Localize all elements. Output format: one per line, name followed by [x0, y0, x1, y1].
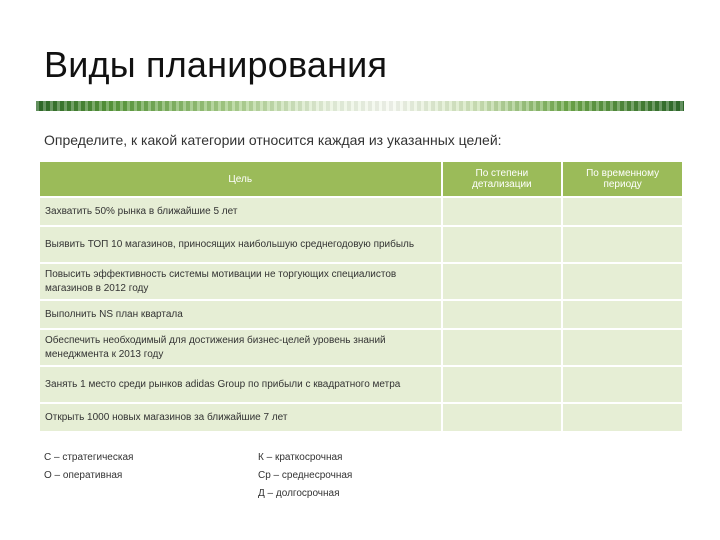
detail-answer-cell[interactable] — [443, 264, 562, 299]
table-row — [40, 227, 682, 262]
goal-cell: Обеспечить необходимый для достижения бизнес-целей уровень знаний менеджмента к 2013 году — [40, 330, 441, 365]
goal-cell: Выявить ТОП 10 магазинов, приносящих наибольшую среднегодовую прибыль — [40, 227, 441, 262]
legend-detail-level — [44, 449, 133, 485]
detail-answer-cell[interactable] — [443, 330, 562, 365]
period-answer-cell[interactable] — [563, 367, 682, 402]
period-answer-cell[interactable] — [563, 227, 682, 262]
header-time-period: По временному периоду — [563, 162, 682, 196]
period-answer-cell[interactable] — [563, 330, 682, 365]
header-goal: Цель — [40, 162, 441, 196]
legend-item-long-term: Д – долгосрочная — [258, 488, 340, 499]
table-row — [40, 367, 682, 402]
task-prompt: Определите, к какой категории относится каждая из указанных целей: — [44, 132, 502, 148]
table-header-row — [40, 162, 682, 196]
legend-item-mid-term: Ср – среднесрочная — [258, 470, 353, 481]
detail-answer-cell[interactable] — [443, 198, 562, 225]
legend-item-short-term: К – краткосрочная — [258, 452, 343, 463]
period-answer-cell[interactable] — [563, 198, 682, 225]
table-row — [40, 404, 682, 431]
decorative-banner — [36, 101, 684, 111]
legend-item-strategic: С – стратегическая — [44, 452, 134, 463]
detail-answer-cell[interactable] — [443, 301, 562, 328]
goals-table — [38, 160, 684, 433]
detail-answer-cell[interactable] — [443, 367, 562, 402]
goal-cell: Занять 1 место среди рынков adidas Group по прибыли с квадратного метра — [40, 367, 441, 402]
detail-answer-cell[interactable] — [443, 227, 562, 262]
legend-item-operational: О – оперативная — [44, 470, 123, 481]
header-detail-level: По степени детализации — [443, 162, 562, 196]
legend-time-period — [258, 449, 352, 503]
detail-answer-cell[interactable] — [443, 404, 562, 431]
goal-cell: Открыть 1000 новых магазинов за ближайшие 7 лет — [40, 404, 441, 431]
slide-title: Виды планирования — [44, 44, 388, 85]
table-row — [40, 301, 682, 328]
table-row — [40, 330, 682, 365]
period-answer-cell[interactable] — [563, 404, 682, 431]
table-row — [40, 198, 682, 225]
goal-cell: Выполнить NS план квартала — [40, 301, 441, 328]
goal-cell: Захватить 50% рынка в ближайшие 5 лет — [40, 198, 441, 225]
period-answer-cell[interactable] — [563, 264, 682, 299]
period-answer-cell[interactable] — [563, 301, 682, 328]
goal-cell: Повысить эффективность системы мотивации не торгующих специалистов магазинов в 2012 году — [40, 264, 441, 299]
table-row — [40, 264, 682, 299]
